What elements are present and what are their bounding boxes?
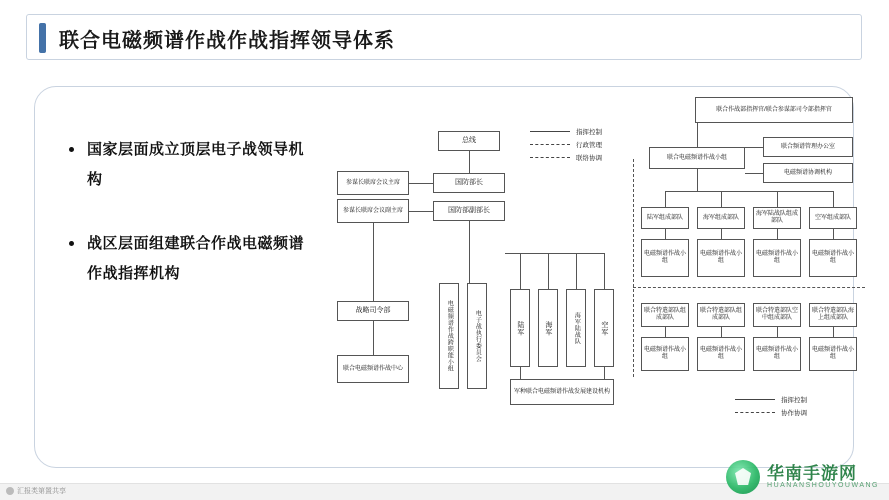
connector [833, 229, 834, 239]
node-service-r2-1: 联合特遣部队组成部队 [641, 303, 689, 327]
connector [409, 183, 433, 184]
connector [721, 327, 722, 337]
legend-line-dash-icon [530, 144, 570, 145]
node-zongxian: 总线 [438, 131, 500, 151]
connector [665, 229, 666, 239]
node-cell-r2-4: 电磁频谱作战小组 [809, 337, 857, 371]
node-junzhong-jigou: 军种联合电磁频谱作战发展建设机构 [510, 379, 614, 405]
connector [745, 147, 763, 148]
bullet-item-1: 国家层面成立顶层电子战领导机构 [65, 135, 315, 195]
connector [665, 191, 666, 207]
legend-row [530, 125, 602, 138]
node-service-r2-3: 联合特遣部队空中组成部队 [753, 303, 801, 327]
node-service-r2-4: 联合特遣部队海上组成部队 [809, 303, 857, 327]
legend-label: 行政管理 [576, 142, 602, 149]
node-cell-r2-1: 电磁频谱作战小组 [641, 337, 689, 371]
legend-line-dashdot-icon [530, 157, 570, 158]
legend-row [735, 393, 807, 406]
node-cell-r2-3: 电磁频谱作战小组 [753, 337, 801, 371]
watermark-subtitle: HUANANSHOUYOUWANG [767, 482, 879, 490]
node-joint-commander: 联合作战部指挥官/联合参谋部司令部指挥官 [695, 97, 853, 123]
legend-row [530, 151, 602, 164]
node-service-r2-2: 联合特遣部队组成部队 [697, 303, 745, 327]
node-side-2: 电磁频谱协调机构 [763, 163, 853, 183]
node-hailuzhandui: 海军陆战队 [566, 289, 586, 367]
title-accent-bar [39, 23, 46, 53]
node-guofang-buzhang: 国防部长 [433, 173, 505, 193]
connector [777, 191, 778, 207]
node-cell-r1-2: 电磁频谱作战小组 [697, 239, 745, 277]
node-service-r1-4: 空军组成部队 [809, 207, 857, 229]
node-canmou-zhuxi: 参谋长联席会议主席 [337, 171, 409, 195]
connector [520, 253, 604, 254]
connector [548, 253, 549, 289]
node-lianhe-zhongxin: 联合电磁频谱作战中心 [337, 355, 409, 383]
node-zhanlue-silingbu: 战略司令部 [337, 301, 409, 321]
node-cell-r2-2: 电磁频谱作战小组 [697, 337, 745, 371]
legend-label: 协作协调 [781, 410, 807, 417]
connector [777, 229, 778, 239]
connector [665, 191, 833, 192]
connector [697, 123, 698, 147]
connector [777, 327, 778, 337]
page-title: 联合电磁频谱作战作战指挥领导体系 [59, 30, 395, 52]
node-service-r1-1: 陆军组成部队 [641, 207, 689, 229]
node-side-1: 联合频谱管理办公室 [763, 137, 853, 157]
corner-dot-icon [6, 487, 14, 495]
node-haijun: 海军 [538, 289, 558, 367]
diagram-area [305, 93, 853, 467]
node-canmou-fuzhuxi: 参谋长联席会议副主席 [337, 199, 409, 223]
connector [833, 191, 834, 207]
connector [373, 223, 374, 301]
node-service-r1-2: 海军组成部队 [697, 207, 745, 229]
connector [469, 151, 470, 173]
node-service-r1-3: 海军陆战队组成部队 [753, 207, 801, 229]
node-kongjun: 空军 [594, 289, 614, 367]
legend-label: 指挥控制 [576, 129, 602, 136]
connector [721, 191, 722, 207]
node-cell-r1-1: 电磁频谱作战小组 [641, 239, 689, 277]
connector [833, 327, 834, 337]
corner-note-label: 汇报类第置共享 [17, 488, 66, 495]
connector-dashed [633, 287, 865, 288]
legend-label: 指挥控制 [781, 397, 807, 404]
connector [665, 327, 666, 337]
connector [721, 229, 722, 239]
node-joint-emso-cell: 联合电磁频谱作战小组 [649, 147, 745, 169]
watermark-title: 华南手游网 [767, 463, 858, 483]
connector [604, 367, 605, 379]
node-dianzizhan-weiyuanhui: 电子战执行委员会 [467, 283, 487, 389]
left-legend [530, 125, 602, 164]
node-lujun: 陆军 [510, 289, 530, 367]
right-legend [735, 393, 807, 419]
connector [576, 253, 577, 289]
connector [520, 253, 521, 289]
title-bar [26, 14, 862, 60]
watermark [726, 460, 879, 494]
connector [469, 221, 470, 283]
node-guofang-fubuzhang: 国防部副部长 [433, 201, 505, 221]
connector [373, 321, 374, 355]
legend-line-dash-icon [735, 412, 775, 413]
corner-note [6, 486, 66, 496]
connector [745, 173, 763, 174]
legend-row [735, 406, 807, 419]
connector [520, 367, 521, 379]
connector-dashed [633, 159, 634, 377]
connector [409, 211, 433, 212]
site-logo-icon [726, 460, 760, 494]
content-panel [34, 86, 854, 468]
legend-line-solid-icon [735, 399, 775, 400]
bullet-list [65, 135, 315, 323]
node-dianci-kuazhi: 电磁频谱作战跨职能小组 [439, 283, 459, 389]
connector [604, 253, 605, 289]
legend-line-solid-icon [530, 131, 570, 132]
connector [697, 169, 698, 191]
node-cell-r1-4: 电磁频谱作战小组 [809, 239, 857, 277]
legend-label: 联络协调 [576, 155, 602, 162]
legend-row [530, 138, 602, 151]
node-cell-r1-3: 电磁频谱作战小组 [753, 239, 801, 277]
bullet-item-2: 战区层面组建联合作战电磁频谱作战指挥机构 [65, 229, 315, 289]
